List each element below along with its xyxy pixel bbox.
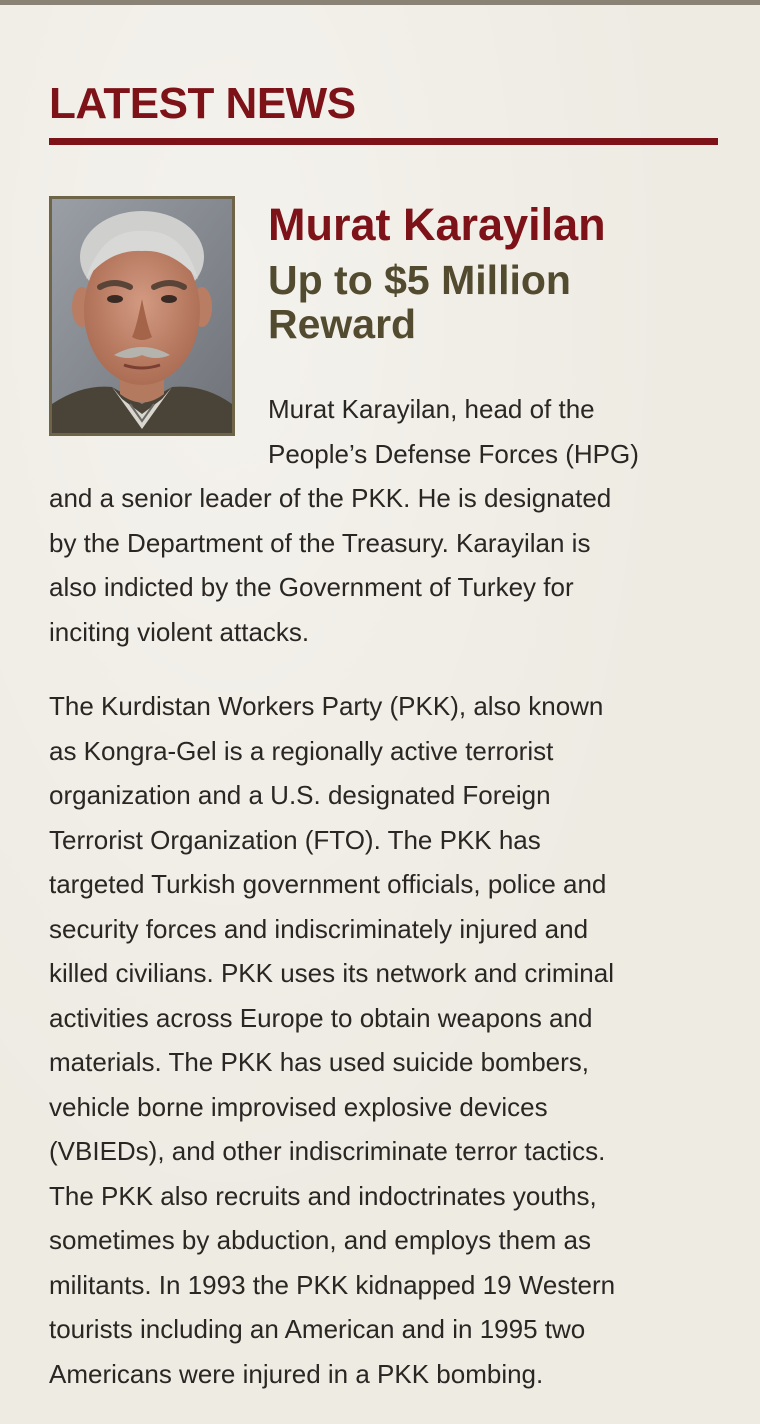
text-line: security forces and indiscriminately injured and <box>49 913 589 944</box>
lead-paragraph <box>49 476 719 654</box>
reward-line: Reward <box>268 301 417 347</box>
title-divider <box>49 138 718 145</box>
text-line: and a senior leader of the PKK. He is designated <box>49 483 612 513</box>
body-paragraph <box>49 684 729 1396</box>
reward-line: Up to $5 Million <box>268 257 571 303</box>
text-line: targeted Turkish government officials, police and <box>49 869 607 899</box>
text-line: Murat Karayilan, head of the <box>268 394 595 424</box>
text-line: tourists including an American and in 1995 two <box>49 1314 586 1344</box>
text-line: vehicle borne improvised explosive devices <box>49 1091 548 1122</box>
text-line: also indicted by the Government of Turkey for <box>49 572 574 602</box>
portrait-photo-icon <box>52 199 232 433</box>
text-line: The Kurdistan Workers Party (PKK), also known <box>49 691 604 721</box>
top-border <box>0 0 760 5</box>
text-line: as Kongra-Gel is a regionally active terrorist <box>49 735 554 766</box>
text-line: militants. In 1993 the PKK kidnapped 19 Western <box>49 1269 616 1300</box>
text-line: sometimes by abduction, and employs them as <box>49 1225 591 1255</box>
text-line: materials. The PKK has used suicide bombers, <box>49 1047 590 1077</box>
person-name: Murat Karayilan <box>268 199 606 250</box>
text-line: inciting violent attacks. <box>49 616 310 647</box>
portrait-photo <box>49 196 235 436</box>
text-line: (VBIEDs), and other indiscriminate terror tactics. <box>49 1136 606 1166</box>
text-line: organization and a U.S. designated Foreign <box>49 780 551 810</box>
lead-paragraph-indented <box>268 387 718 476</box>
text-line: by the Department of the Treasury. Karayilan is <box>49 527 591 558</box>
text-line: Terrorist Organization (FTO). The PKK has <box>49 824 541 855</box>
text-line: People’s Defense Forces (HPG) <box>268 438 639 469</box>
text-line: Americans were injured in a PKK bombing. <box>49 1358 544 1389</box>
section-title: LATEST NEWS <box>49 79 356 128</box>
reward-amount <box>268 258 708 346</box>
text-line: The PKK also recruits and indoctrinates youths, <box>49 1180 597 1211</box>
text-line: activities across Europe to obtain weapons and <box>49 1002 593 1033</box>
text-line: killed civilians. PKK uses its network and criminal <box>49 958 614 988</box>
